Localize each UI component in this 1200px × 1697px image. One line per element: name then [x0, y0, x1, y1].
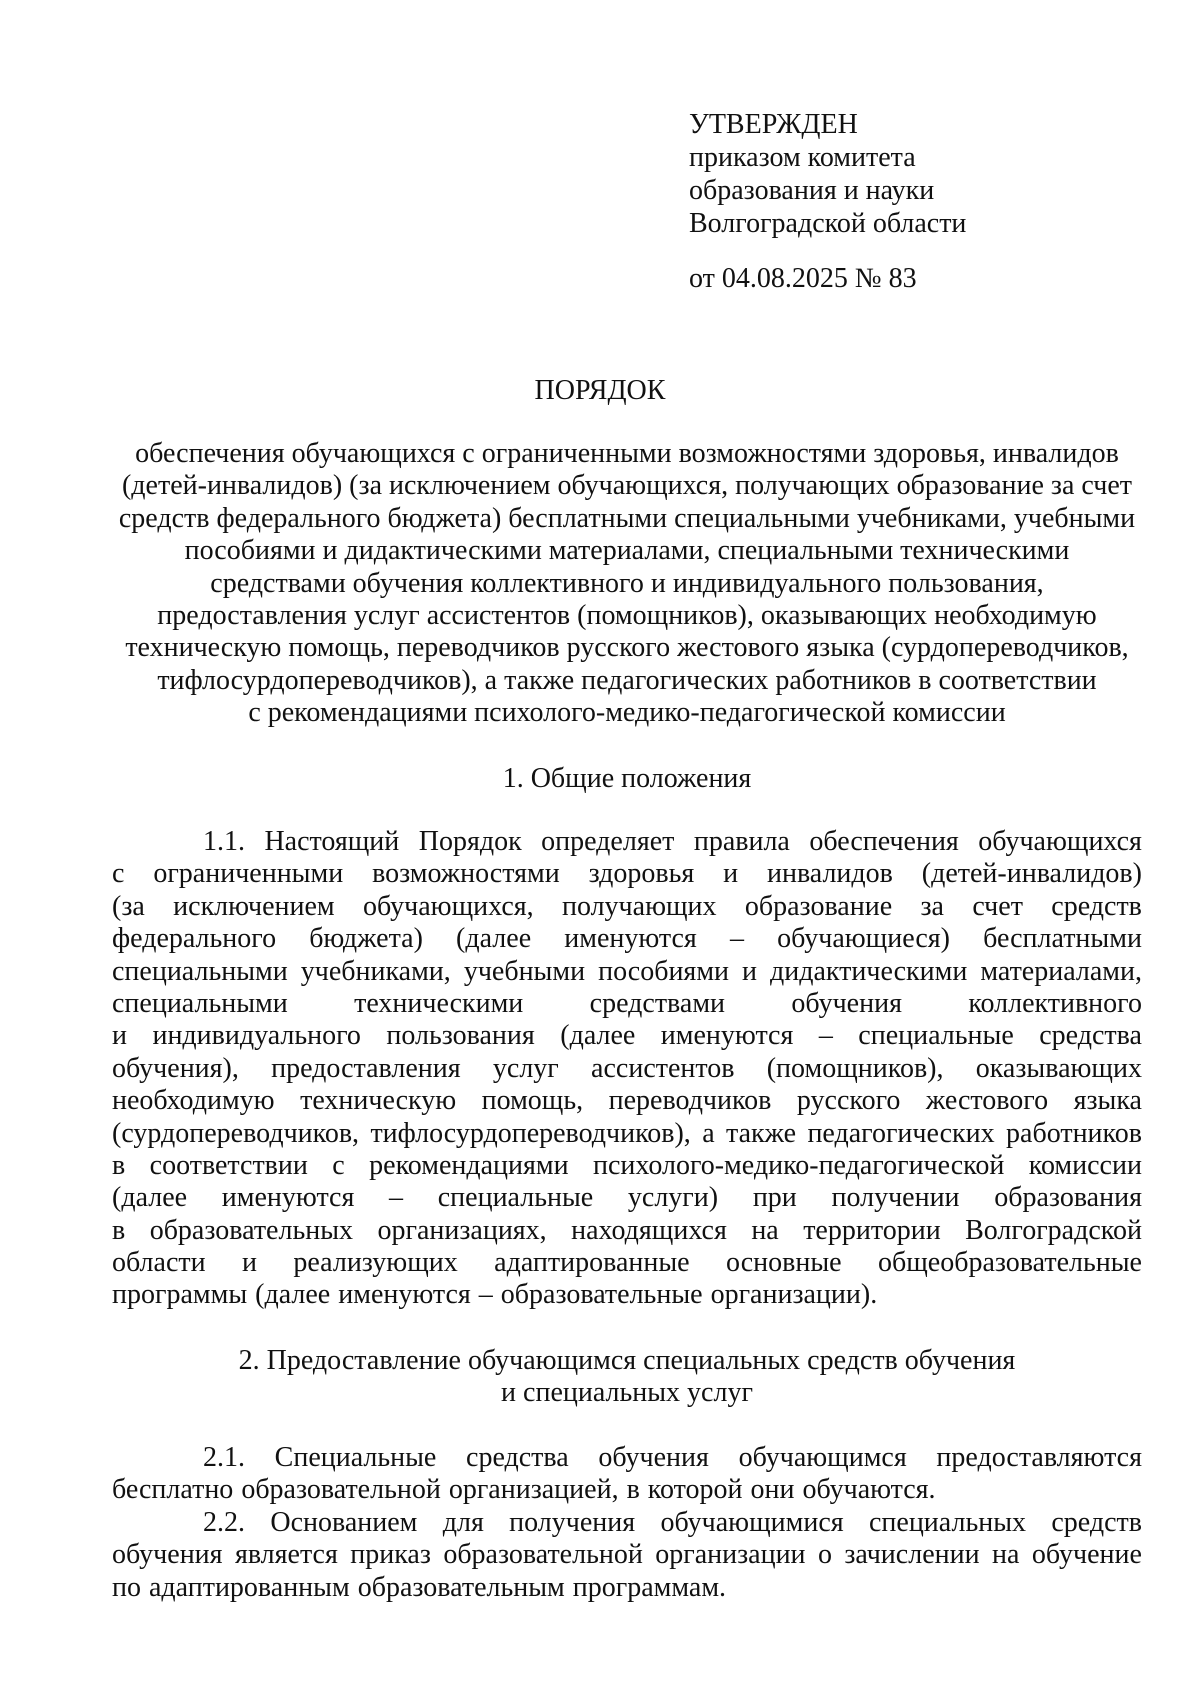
- word: (за: [112, 890, 145, 922]
- word: обучения: [112, 1539, 223, 1571]
- section-heading-line: и специальных услуг: [501, 1377, 753, 1409]
- word: именуются: [660, 1020, 794, 1052]
- word: бюджета): [309, 923, 423, 955]
- paragraph-line: [112, 1053, 1142, 1085]
- word: при: [752, 1182, 797, 1214]
- word: оказывающих: [975, 1052, 1142, 1084]
- paragraph-line: [112, 1020, 1142, 1052]
- word: средствами: [589, 987, 726, 1019]
- word: образовательной: [443, 1539, 643, 1571]
- word: является: [234, 1539, 338, 1571]
- approval-number: № 83: [854, 263, 917, 294]
- word: –: [729, 923, 744, 955]
- word: тифлосурдопереводчиков),: [370, 1117, 691, 1149]
- word: (далее: [112, 1182, 188, 1214]
- subtitle-line: предоставления услуг ассистентов (помощников), оказывающих необходимую: [157, 600, 1097, 632]
- word: –: [818, 1020, 833, 1052]
- word: комиссии: [1028, 1149, 1142, 1181]
- word: ассистентов: [591, 1052, 735, 1084]
- word: (далее: [456, 923, 532, 955]
- word: правила: [693, 826, 790, 857]
- word: обучаются.: [802, 1474, 936, 1506]
- word: реализующих: [293, 1247, 458, 1279]
- word: специальные: [437, 1182, 594, 1214]
- word: с: [112, 858, 125, 890]
- subtitle-line: техническую помощь, переводчиков русского жестового языка (сурдопереводчиков,: [125, 632, 1129, 664]
- paragraph-1-1: [112, 826, 1142, 1312]
- word: (помощников),: [766, 1052, 944, 1084]
- word: именуются: [221, 1182, 355, 1214]
- word: на: [751, 1214, 779, 1246]
- subtitle-line: обеспечения обучающихся с ограниченными возможностями здоровья, инвалидов: [135, 438, 1119, 469]
- word: в: [112, 1214, 126, 1246]
- word: 2.1.: [203, 1442, 245, 1473]
- word: организацией,: [448, 1474, 619, 1506]
- word: обучающихся: [978, 826, 1142, 857]
- word: русского: [796, 1085, 901, 1117]
- subtitle-line: тифлосурдопереводчиков), а также педагогических работников в соответствии: [157, 664, 1097, 696]
- paragraph-line: [112, 1118, 1142, 1150]
- document-title: ПОРЯДОК: [534, 375, 666, 406]
- paragraph-line: [112, 1507, 1142, 1539]
- approval-block: [689, 108, 966, 295]
- word: обучающимся: [738, 1442, 907, 1473]
- word: специальные: [858, 1020, 1014, 1052]
- word: средств: [1051, 1507, 1142, 1538]
- word: услуг: [492, 1052, 559, 1084]
- word: инвалидов: [766, 858, 893, 890]
- approval-line-2: приказом комитета: [689, 142, 916, 173]
- word: адаптированные: [494, 1247, 690, 1279]
- word: средства: [466, 1442, 569, 1473]
- word: бесплатно: [112, 1474, 234, 1506]
- word: предоставляются: [936, 1442, 1142, 1473]
- word: языка: [1073, 1085, 1142, 1117]
- paragraph-line: [112, 956, 1142, 988]
- word: Основанием: [270, 1507, 418, 1538]
- word: пособиями: [598, 955, 730, 987]
- word: услуги): [627, 1182, 719, 1214]
- word: 2.2.: [203, 1507, 245, 1538]
- word: образовательных: [149, 1214, 354, 1246]
- word: федерального: [112, 923, 277, 955]
- word: приказ: [350, 1539, 431, 1571]
- word: за: [920, 890, 944, 922]
- word: учебниками,: [300, 955, 451, 987]
- word: 1.1.: [203, 826, 245, 857]
- word: обучения),: [112, 1052, 239, 1084]
- word: здоровья: [588, 858, 695, 890]
- word: организации: [655, 1539, 806, 1571]
- word: Специальные: [274, 1442, 437, 1473]
- word: (сурдопереводчиков,: [112, 1117, 360, 1149]
- word: –: [389, 1182, 404, 1214]
- word: обучающихся,: [362, 890, 534, 922]
- word: Волгоградской: [965, 1214, 1142, 1246]
- word: получения: [509, 1507, 636, 1538]
- paragraph-line: [112, 1085, 1142, 1117]
- word: программы: [112, 1279, 248, 1311]
- word: именуются: [564, 923, 697, 955]
- paragraph-line: [112, 1539, 1142, 1571]
- word: работников: [1006, 1117, 1142, 1149]
- word: переводчиков: [608, 1085, 772, 1117]
- word: в: [112, 1149, 126, 1181]
- word: адаптированным: [148, 1571, 350, 1603]
- paragraph-line: [112, 1474, 1142, 1506]
- word: образование: [744, 890, 893, 922]
- word: специальными: [112, 987, 288, 1019]
- word: рекомендациями: [369, 1149, 569, 1181]
- subtitle-line: средствами обучения коллективного и индивидуального пользования,: [210, 567, 1044, 599]
- word: обучения: [598, 1442, 709, 1473]
- word: и: [242, 1247, 257, 1279]
- word: (детей-инвалидов): [921, 858, 1142, 890]
- word: в: [626, 1474, 640, 1506]
- word: по: [112, 1571, 141, 1603]
- word: и: [723, 858, 739, 890]
- paragraph-2-1: [112, 1442, 1142, 1507]
- word: на: [991, 1539, 1020, 1571]
- word: определяет: [541, 826, 675, 857]
- word: техническую: [300, 1085, 457, 1117]
- word: учебными: [463, 955, 586, 987]
- word: они: [750, 1474, 795, 1506]
- date-prefix: от: [689, 263, 715, 294]
- subtitle-line: пособиями и дидактическими материалами, специальными техническими: [184, 535, 1070, 567]
- word: организациях,: [377, 1214, 547, 1246]
- subtitle-line: с рекомендациями психолого-медико-педагогической комиссии: [248, 697, 1006, 729]
- word: жестового: [925, 1085, 1049, 1117]
- word: обучение: [1031, 1539, 1142, 1571]
- paragraph-line: [112, 891, 1142, 923]
- word: обеспечения: [809, 826, 959, 857]
- word: (далее: [560, 1020, 636, 1052]
- word: индивидуального: [152, 1020, 361, 1052]
- approval-line-1: УТВЕРЖДЕН: [689, 109, 858, 140]
- word: соответствии: [149, 1149, 308, 1181]
- word: средств: [1051, 890, 1142, 922]
- word: счет: [972, 890, 1023, 922]
- word: обучения: [791, 987, 902, 1019]
- word: получающих: [561, 890, 717, 922]
- word: обучающимися: [660, 1507, 844, 1538]
- word: необходимую: [112, 1085, 275, 1117]
- word: –: [478, 1279, 493, 1311]
- approval-line-3: образования и науки: [689, 175, 935, 206]
- word: дидактическими: [770, 955, 968, 987]
- subtitle-line: (детей-инвалидов) (за исключением обучающихся, получающих образование за счет: [121, 470, 1133, 502]
- section-heading-text: 1. Общие положения: [502, 763, 752, 794]
- word: техническими: [354, 987, 524, 1019]
- section-1-heading: [112, 763, 1142, 795]
- word: ограниченными: [153, 858, 344, 890]
- word: а: [702, 1117, 715, 1149]
- paragraph-line: [112, 858, 1142, 890]
- paragraph-line: [112, 1572, 1142, 1604]
- paragraph-2-2: [112, 1507, 1142, 1604]
- word: для: [442, 1507, 484, 1538]
- word: пользования: [386, 1020, 535, 1052]
- paragraph-line: [112, 1442, 1142, 1474]
- word: о: [817, 1539, 832, 1571]
- word: основные: [726, 1247, 842, 1279]
- word: специальных: [868, 1507, 1027, 1538]
- paragraph-line: [112, 1279, 1142, 1311]
- word: территории: [803, 1214, 941, 1246]
- word: программам.: [572, 1571, 727, 1603]
- word: и: [112, 1020, 127, 1052]
- paragraph-line: [112, 826, 1142, 858]
- document-subtitle: [112, 438, 1142, 730]
- word: образования: [994, 1182, 1142, 1214]
- word: помощь,: [481, 1085, 584, 1117]
- word: Порядок: [418, 826, 522, 857]
- word: психолого-медико-педагогической: [593, 1149, 1005, 1181]
- paragraph-line: [112, 1215, 1142, 1247]
- word: находящихся: [571, 1214, 727, 1246]
- word: именуются: [338, 1279, 471, 1311]
- paragraph-line: [112, 1150, 1142, 1182]
- paragraph-line: [112, 1182, 1142, 1214]
- word: (далее: [255, 1279, 331, 1311]
- word: получении: [831, 1182, 960, 1214]
- word: Настоящий: [264, 826, 400, 857]
- word: образовательной: [241, 1474, 441, 1506]
- word: образовательные: [500, 1279, 703, 1311]
- word: предоставления: [271, 1052, 461, 1084]
- word: общеобразовательные: [877, 1247, 1142, 1279]
- word: которой: [647, 1474, 743, 1506]
- section-heading-line: 2. Предоставление обучающимся специальных средств обучения: [238, 1345, 1016, 1376]
- paragraph-line: [112, 988, 1142, 1020]
- word: с: [332, 1149, 345, 1181]
- approval-line-4: Волгоградской области: [689, 208, 967, 239]
- approval-date-line: [689, 262, 966, 295]
- paragraph-line: [112, 1247, 1142, 1279]
- word: исключением: [173, 890, 335, 922]
- word: обучающиеся): [777, 923, 950, 955]
- subtitle-line: средств федерального бюджета) бесплатными специальными учебниками, учебными: [118, 502, 1136, 534]
- word: коллективного: [968, 987, 1142, 1019]
- section-2-heading: [112, 1345, 1142, 1410]
- word: образовательным: [357, 1571, 565, 1603]
- approval-date: 04.08.2025: [721, 263, 848, 294]
- word: педагогических: [807, 1117, 995, 1149]
- word: организации).: [710, 1279, 878, 1311]
- word: специальными: [112, 955, 288, 987]
- word: бесплатными: [983, 923, 1142, 955]
- word: также: [726, 1117, 797, 1149]
- word: зачислении: [844, 1539, 980, 1571]
- word: материалами,: [980, 955, 1142, 987]
- word: области: [112, 1247, 206, 1279]
- paragraph-line: [112, 923, 1142, 955]
- word: возможностями: [372, 858, 560, 890]
- word: и: [742, 955, 758, 987]
- word: средства: [1039, 1020, 1142, 1052]
